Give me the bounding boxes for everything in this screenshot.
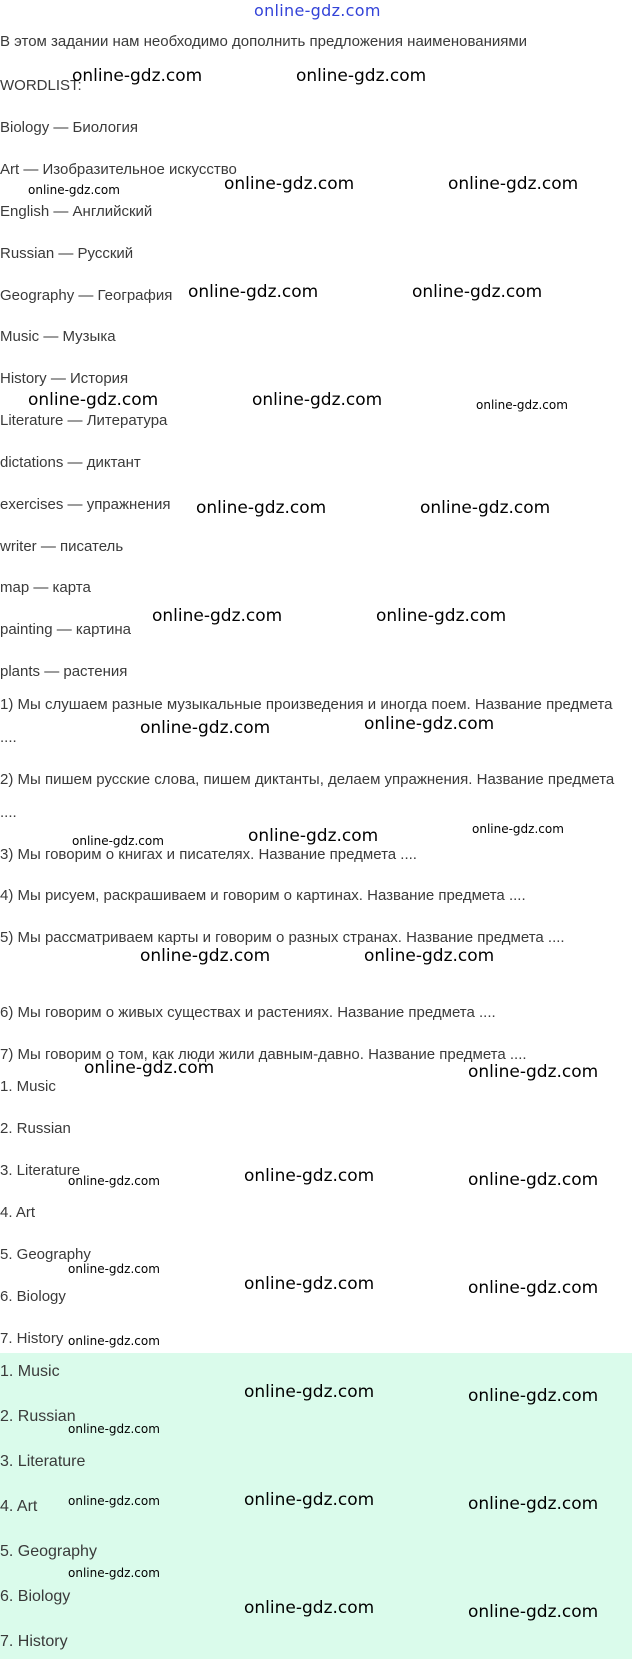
watermark: online-gdz.com xyxy=(244,1490,375,1510)
wordlist-item: Biology — Биология xyxy=(0,119,139,136)
watermark: online-gdz.com xyxy=(468,1386,599,1406)
wordlist-item: map — карта xyxy=(0,579,91,596)
watermark: online-gdz.com xyxy=(448,174,579,194)
watermark: online-gdz.com xyxy=(152,606,283,626)
answer-box-item: 5. Geography xyxy=(0,1543,97,1560)
watermark: online-gdz.com xyxy=(196,498,327,518)
watermark: online-gdz.com xyxy=(468,1062,599,1082)
watermark: online-gdz.com xyxy=(244,1166,375,1186)
answer-box-item: 3. Literature xyxy=(0,1453,86,1470)
wordlist-item: plants — растения xyxy=(0,663,128,680)
wordlist-item: Art — Изобразительное искусство xyxy=(0,161,237,178)
wordlist-item: dictations — диктант xyxy=(0,454,141,471)
wordlist-item: Literature — Литература xyxy=(0,412,168,429)
watermark: online-gdz.com xyxy=(472,822,564,836)
watermark: online-gdz.com xyxy=(244,1382,375,1402)
watermark: online-gdz.com xyxy=(468,1494,599,1514)
watermark: online-gdz.com xyxy=(68,1566,160,1580)
watermark: online-gdz.com xyxy=(364,714,495,734)
watermark: online-gdz.com xyxy=(412,282,543,302)
answer-item: 2. Russian xyxy=(0,1120,71,1137)
watermark: online-gdz.com xyxy=(244,1274,375,1294)
watermark: online-gdz.com xyxy=(252,390,383,410)
intro-text: В этом задании нам необходимо дополнить предложения наименованиями xyxy=(0,33,528,50)
watermark: online-gdz.com xyxy=(72,66,203,86)
sentence-item: 2) Мы пишем русские слова, пишем диктанты, делаем упражнения. Название предмета .... xyxy=(0,771,615,821)
watermark: online-gdz.com xyxy=(224,174,355,194)
watermark: online-gdz.com xyxy=(68,1494,160,1508)
sentence-item: 5) Мы рассматриваем карты и говорим о разных странах. Название предмета .... xyxy=(0,929,565,946)
watermark: online-gdz.com xyxy=(140,718,271,738)
wordlist-item: Russian — Русский xyxy=(0,245,134,262)
wordlist-item: exercises — упражнения xyxy=(0,496,171,513)
sentence-item: 6) Мы говорим о живых существах и растениях. Название предмета .... xyxy=(0,1004,496,1021)
watermark: online-gdz.com xyxy=(188,282,319,302)
watermark: online-gdz.com xyxy=(68,1262,160,1276)
sentence-item: 1) Мы слушаем разные музыкальные произведения и иногда поем. Название предмета .... xyxy=(0,696,613,746)
watermark: online-gdz.com xyxy=(68,1174,160,1188)
sentence-item: 7) Мы говорим о том, как люди жили давным-давно. Название предмета .... xyxy=(0,1046,527,1063)
watermark: online-gdz.com xyxy=(244,1598,375,1618)
answer-box-item: 4. Art xyxy=(0,1498,38,1515)
wordlist-item: painting — картина xyxy=(0,621,132,638)
site-header-link[interactable]: online-gdz.com xyxy=(254,1,381,20)
answer-box-item: 7. History xyxy=(0,1633,68,1650)
watermark: online-gdz.com xyxy=(28,390,159,410)
answer-item: 7. History xyxy=(0,1330,64,1347)
watermark: online-gdz.com xyxy=(376,606,507,626)
watermark: online-gdz.com xyxy=(296,66,427,86)
watermark: online-gdz.com xyxy=(140,946,271,966)
answer-box-item: 2. Russian xyxy=(0,1408,76,1425)
wordlist-item: writer — писатель xyxy=(0,538,124,555)
watermark: online-gdz.com xyxy=(468,1170,599,1190)
watermark: online-gdz.com xyxy=(420,498,551,518)
watermark: online-gdz.com xyxy=(468,1602,599,1622)
watermark: online-gdz.com xyxy=(364,946,495,966)
watermark: online-gdz.com xyxy=(28,183,120,197)
answer-item: 4. Art xyxy=(0,1204,36,1221)
answer-item: 6. Biology xyxy=(0,1288,66,1305)
sentence-item: 3) Мы говорим о книгах и писателях. Название предмета .... xyxy=(0,846,417,863)
watermark: online-gdz.com xyxy=(468,1278,599,1298)
watermark: online-gdz.com xyxy=(84,1058,215,1078)
watermark: online-gdz.com xyxy=(476,398,568,412)
wordlist-item: Geography — География xyxy=(0,287,173,304)
wordlist-item: Music — Музыка xyxy=(0,328,116,345)
answer-item: 5. Geography xyxy=(0,1246,91,1263)
wordlist-label: WORDLIST: xyxy=(0,77,82,94)
watermark: online-gdz.com xyxy=(68,1334,160,1348)
answer-item: 1. Music xyxy=(0,1078,56,1095)
watermark: online-gdz.com xyxy=(72,834,164,848)
sentence-item: 4) Мы рисуем, раскрашиваем и говорим о картинах. Название предмета .... xyxy=(0,887,526,904)
answer-box-item: 6. Biology xyxy=(0,1588,71,1605)
answer-box-item: 1. Music xyxy=(0,1363,60,1380)
wordlist-item: English — Английский xyxy=(0,203,153,220)
wordlist-item: History — История xyxy=(0,370,129,387)
watermark: online-gdz.com xyxy=(248,826,379,846)
answer-item: 3. Literature xyxy=(0,1162,81,1179)
watermark: online-gdz.com xyxy=(68,1422,160,1436)
